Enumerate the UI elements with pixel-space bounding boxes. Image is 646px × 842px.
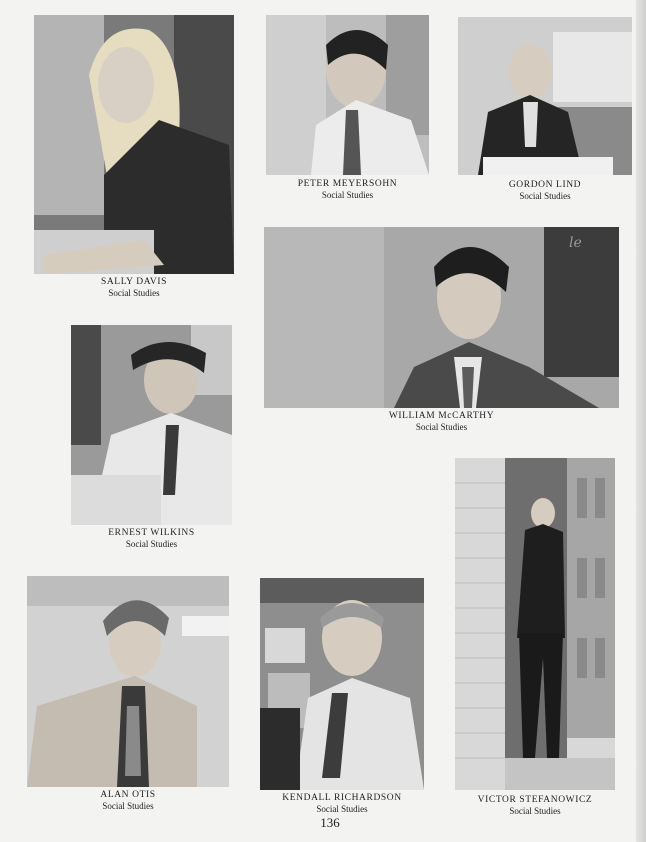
teacher-department: Social Studies: [316, 803, 368, 814]
caption-peter-meyersohn: [266, 179, 429, 200]
teacher-name: SALLY DAVIS: [100, 277, 168, 287]
teacher-department: Social Studies: [125, 538, 178, 549]
teacher-name: KENDALL RICHARDSON: [282, 793, 402, 803]
teacher-department: Social Studies: [415, 421, 468, 432]
caption-ernest-wilkins: [71, 528, 232, 549]
teacher-name: VICTOR STEFANOWICZ: [477, 795, 593, 805]
caption-gordon-lind: [458, 180, 632, 201]
svg-text:le: le: [569, 235, 582, 251]
teacher-department: Social Studies: [108, 287, 160, 298]
caption-victor-stefanowicz: [455, 795, 615, 816]
portrait-photo-victor-stefanowicz: [455, 458, 615, 790]
portrait-photo-alan-otis: [27, 576, 229, 787]
page-edge: [636, 0, 646, 842]
caption-kendall-richardson: [260, 793, 424, 814]
teacher-name: WILLIAM McCARTHY: [388, 411, 495, 421]
portrait-photo-sally-davis: [34, 15, 234, 274]
teacher-department: Social Studies: [102, 800, 154, 811]
portrait-photo-william-mccarthy: [264, 227, 619, 408]
teacher-name: PETER MEYERSOHN: [297, 179, 398, 189]
teacher-department: Social Studies: [509, 805, 561, 816]
caption-william-mccarthy: [264, 411, 619, 432]
portrait-photo-kendall-richardson: [260, 578, 424, 790]
portrait-photo-peter-meyersohn: [266, 15, 429, 175]
teacher-name: ALAN OTIS: [100, 790, 156, 800]
portrait-photo-gordon-lind: [458, 17, 632, 175]
teacher-department: Social Studies: [321, 189, 374, 200]
portrait-photo-ernest-wilkins: [71, 325, 232, 525]
caption-sally-davis: [34, 277, 234, 298]
page-number: 136: [320, 815, 340, 830]
teacher-name: GORDON LIND: [508, 180, 582, 190]
teacher-name: ERNEST WILKINS: [108, 528, 195, 538]
caption-alan-otis: [27, 790, 229, 811]
teacher-department: Social Studies: [519, 190, 571, 201]
